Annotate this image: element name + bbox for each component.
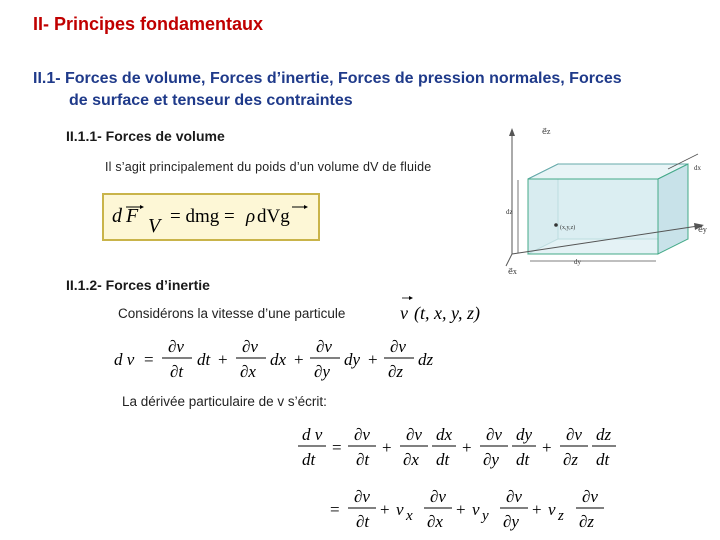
svg-text:∂v: ∂v (168, 337, 184, 356)
svg-text:+: + (532, 500, 542, 519)
particulate-derivative-formula (294, 422, 630, 474)
section-heading-line1: II.1- Forces de volume, Forces d’inertie, Forces de pression normales, Forces (33, 70, 622, 87)
particulate-derivative-text: La dérivée particulaire de v s’écrit: (122, 394, 327, 409)
svg-text:v: v (400, 303, 408, 323)
svg-text:∂v: ∂v (582, 487, 598, 506)
svg-text:∂v: ∂v (406, 425, 422, 444)
cube-right-face (658, 164, 688, 254)
svg-text:dt: dt (596, 450, 610, 469)
velocity-function-formula (396, 292, 496, 326)
svg-text:d v: d v (114, 350, 135, 369)
svg-text:z: z (558, 508, 564, 524)
svg-text:dy: dy (344, 350, 361, 369)
svg-text:∂y: ∂y (314, 362, 330, 381)
svg-text:d: d (112, 205, 122, 227)
x-axis (506, 254, 512, 266)
svg-text:V: V (148, 215, 161, 237)
svg-text:=: = (332, 438, 342, 457)
svg-text:+: + (368, 350, 378, 369)
svg-text:dt: dt (302, 450, 316, 469)
svg-text:(t, x, y, z): (t, x, y, z) (414, 303, 480, 323)
svg-text:dt: dt (197, 350, 211, 369)
svg-text:∂y: ∂y (483, 450, 499, 469)
svg-text:∂v: ∂v (430, 487, 446, 506)
svg-text:=: = (330, 500, 340, 519)
subsection-heading-inertia: II.1.2- Forces d’inertie (66, 277, 210, 293)
svg-text:dx: dx (270, 350, 287, 369)
svg-text:ρ: ρ (246, 206, 256, 227)
svg-text:y: y (482, 508, 489, 524)
svg-text:+: + (294, 350, 304, 369)
svg-text:∂z: ∂z (579, 512, 595, 531)
svg-text:= dmg =: = dmg = (170, 206, 235, 227)
svg-text:∂v: ∂v (390, 337, 406, 356)
svg-text:∂v: ∂v (566, 425, 582, 444)
page-title: II- Principes fondamentaux (33, 14, 264, 34)
svg-text:∂v: ∂v (486, 425, 502, 444)
svg-text:∂v: ∂v (354, 425, 370, 444)
dz-label: dz (506, 208, 513, 216)
svg-text:=: = (144, 350, 154, 369)
svg-text:dt: dt (516, 450, 530, 469)
dy-label: dy (574, 258, 581, 266)
svg-text:+: + (382, 438, 392, 457)
particle-velocity-text: Considérons la vitesse d’une particule (118, 306, 346, 321)
svg-text:+: + (542, 438, 552, 457)
svg-text:∂v: ∂v (354, 487, 370, 506)
ex-label: e⃗x (508, 267, 517, 276)
svg-text:v: v (396, 500, 404, 519)
ey-label: e⃗y (698, 225, 707, 234)
point-label: (x,y,z) (560, 225, 576, 231)
svg-text:F: F (126, 205, 139, 227)
svg-text:∂z: ∂z (563, 450, 579, 469)
svg-text:dt: dt (436, 450, 450, 469)
svg-text:dy: dy (516, 425, 533, 444)
total-differential-formula (110, 334, 440, 386)
volume-force-formula (104, 195, 318, 239)
svg-text:dx: dx (436, 425, 453, 444)
svg-text:dz: dz (418, 350, 434, 369)
svg-text:dz: dz (596, 425, 612, 444)
svg-text:+: + (218, 350, 228, 369)
svg-text:dVg: dVg (257, 206, 290, 227)
svg-text:v: v (472, 500, 480, 519)
svg-text:∂x: ∂x (427, 512, 443, 531)
section-heading (33, 68, 683, 112)
svg-text:∂v: ∂v (506, 487, 522, 506)
svg-text:+: + (380, 500, 390, 519)
svg-text:∂y: ∂y (503, 512, 519, 531)
volume-force-formula-box (102, 193, 320, 241)
svg-text:∂v: ∂v (242, 337, 258, 356)
convective-derivative-formula (326, 484, 616, 536)
ez-label: e⃗z (542, 127, 551, 136)
svg-text:∂v: ∂v (316, 337, 332, 356)
subsection-heading-volume: II.1.1- Forces de volume (66, 128, 225, 144)
svg-text:∂t: ∂t (356, 512, 370, 531)
volume-element-diagram (498, 124, 720, 280)
svg-text:d v: d v (302, 425, 323, 444)
svg-text:∂t: ∂t (170, 362, 184, 381)
svg-text:∂x: ∂x (403, 450, 419, 469)
dx-label: dx (694, 164, 701, 172)
svg-text:∂t: ∂t (356, 450, 370, 469)
svg-text:v: v (548, 500, 556, 519)
section-heading-line2: de surface et tenseur des contraintes (69, 92, 353, 109)
svg-text:∂x: ∂x (240, 362, 256, 381)
cube-front-face (528, 179, 658, 254)
volume-description: Il s’agit principalement du poids d’un volume dV de fluide (105, 160, 432, 174)
svg-text:+: + (456, 500, 466, 519)
svg-text:∂z: ∂z (388, 362, 404, 381)
svg-text:+: + (462, 438, 472, 457)
svg-text:x: x (406, 508, 413, 524)
